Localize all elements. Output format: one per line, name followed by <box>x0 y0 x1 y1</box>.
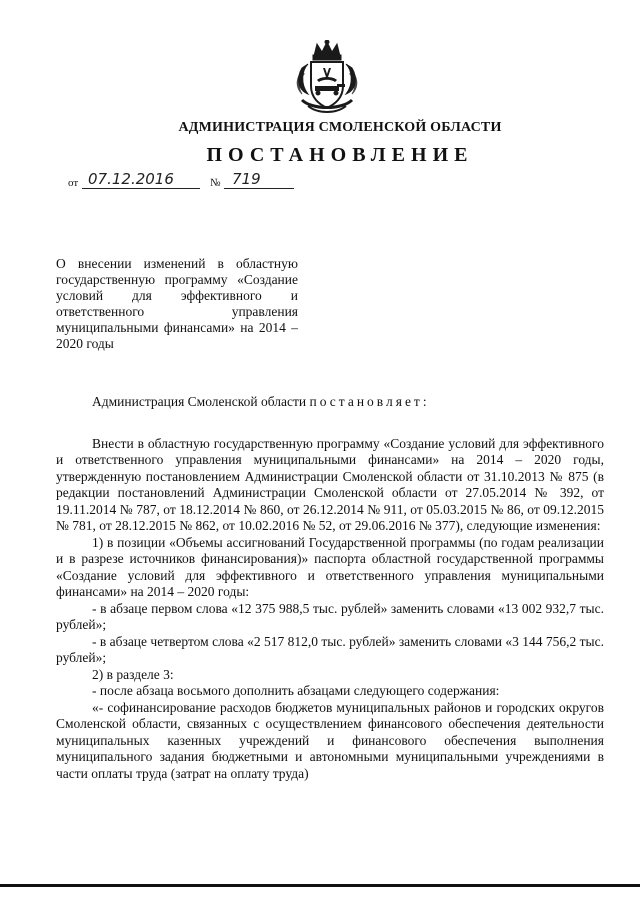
number-value: 719 <box>232 170 261 188</box>
scan-edge-bar <box>0 884 640 887</box>
coat-of-arms-icon <box>294 40 360 116</box>
body-paragraph: - в абзаце первом слова «12 375 988,5 тыс. рублей» заменить словами «13 002 932,7 тыс. рублей»; <box>56 600 604 632</box>
resolve-keyword: постановляет <box>309 394 423 409</box>
body-paragraph: 2) в разделе 3: <box>92 666 174 682</box>
number-underline <box>224 188 294 189</box>
body-paragraph: - после абзаца восьмого дополнить абзацами следующего содержания: <box>92 683 500 698</box>
resolve-end: : <box>422 394 427 409</box>
number-prefix: № <box>210 177 221 189</box>
body-paragraph: 1) в позиции «Объемы ассигнований Государственной программы (по годам реализации и в разрезе источников финансирования)» паспорта областной государственной программы «Создание условий для эффективного и ответственного управления муниципальными финансами» на 2014 – 2020 годы: <box>56 534 604 599</box>
body-paragraph: Внести в областную государственную программу «Создание условий для эффективного и ответственного управления муниципальными финансами» на 2014 – 2020 годы, утвержденную постановлением Администрации Смоленской области от 31.10.2013 № 875 (в редакции постановлений Администрации Смоленской области от 27.05.2014 № 392, от 19.11.2014 № 787, от 18.12.2014 № 860, от 26.12.2014 № 911, от 05.03.2015 № 86, от 09.12.2015 № 781, от 28.12.2015 № 862, от 10.02.2016 № 52, от 29.06.2016 № 377), следующие изменения: <box>56 435 604 533</box>
document-body <box>56 394 604 782</box>
resolve-start: Администрация Смоленской области <box>92 394 310 409</box>
date-number-line <box>68 170 308 192</box>
document-type: ПОСТАНОВЛЕНИЕ <box>206 144 474 166</box>
organization-name: АДМИНИСТРАЦИЯ СМОЛЕНСКОЙ ОБЛАСТИ <box>178 120 502 135</box>
document-subject: О внесении изменений в областную государственную программу «Создание условий для эффективного и ответственного управления муниципальными финансами» на 2014 – 2020 годы <box>56 256 298 351</box>
body-paragraph: «- софинансирование расходов бюджетов муниципальных районов и городских округов Смоленской области, связанных с осуществлением финансового обеспечения деятельности муниципальных казенных учреждений и финансового обеспечения выполнения муниципального задания бюджетными и автономными муниципальными учреждениями в части оплаты труда (затрат на оплату труда) <box>56 699 604 781</box>
date-prefix: от <box>68 177 79 189</box>
body-paragraph: - в абзаце четвертом слова «2 517 812,0 тыс. рублей» заменить словами «3 144 756,2 тыс. рублей»; <box>56 633 604 665</box>
date-underline <box>82 188 200 189</box>
date-value: 07.12.2016 <box>88 170 174 188</box>
resolve-statement <box>56 394 604 411</box>
